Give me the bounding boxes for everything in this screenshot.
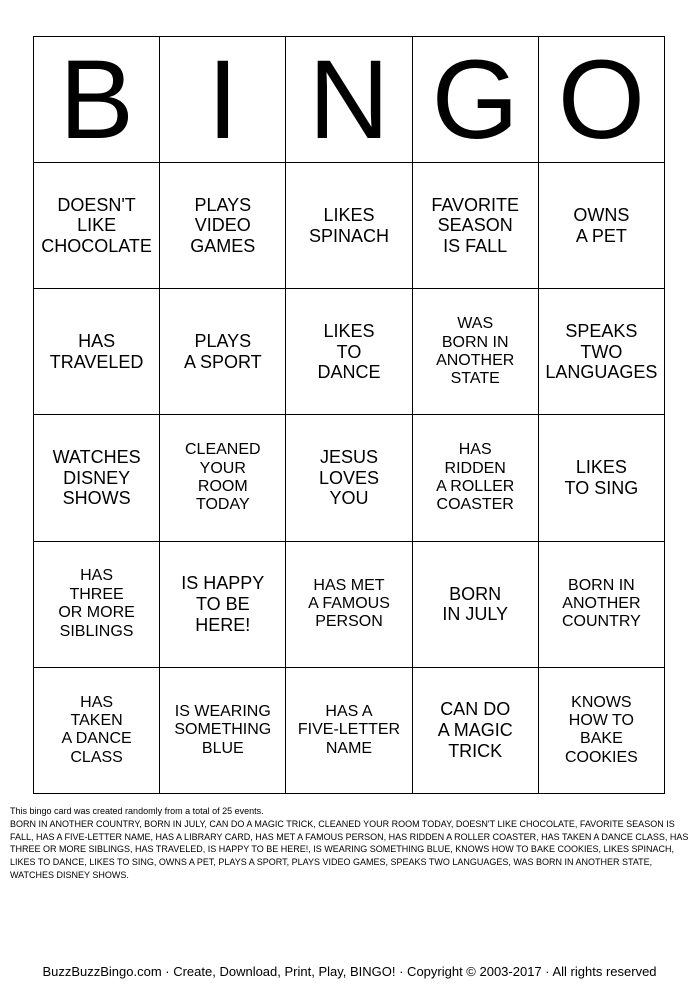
bingo-square-text: OWNS A PET xyxy=(573,205,630,246)
bingo-square-text: HAS RIDDEN A ROLLER COASTER xyxy=(436,441,515,514)
bingo-square xyxy=(539,415,665,541)
bingo-square xyxy=(34,163,160,289)
bingo-square-text: JESUS LOVES YOU xyxy=(318,447,379,509)
bingo-square-text: HAS THREE OR MORE SIBLINGS xyxy=(58,567,135,640)
bingo-square-text: WATCHES DISNEY SHOWS xyxy=(52,447,141,509)
header-letter: N xyxy=(308,37,390,162)
bingo-square xyxy=(34,289,160,415)
header-letter-o xyxy=(539,37,665,163)
bingo-square-text: LIKES TO SING xyxy=(564,457,639,499)
header-letter-i xyxy=(160,37,286,163)
bingo-square-text: DOESN'T LIKE CHOCOLATE xyxy=(41,194,152,257)
bingo-square xyxy=(413,289,539,415)
bingo-square xyxy=(286,542,412,668)
bingo-square-text: SPEAKS TWO LANGUAGES xyxy=(545,320,658,383)
header-letter-g xyxy=(413,37,539,163)
header-letter: G xyxy=(431,37,519,162)
card-footnote xyxy=(10,805,690,882)
bingo-square xyxy=(286,289,412,415)
bingo-square-text: HAS A FIVE-LETTER NAME xyxy=(297,702,401,757)
header-letter: I xyxy=(207,37,239,162)
bingo-square xyxy=(34,542,160,668)
bingo-square-text: IS HAPPY TO BE HERE! xyxy=(181,573,265,635)
bingo-square-text: PLAYS A SPORT xyxy=(183,331,262,372)
bingo-square-text: BORN IN ANOTHER COUNTRY xyxy=(561,576,641,631)
bingo-square-text: WAS BORN IN ANOTHER STATE xyxy=(436,315,515,388)
bingo-square xyxy=(539,289,665,415)
bingo-square-text: LIKES SPINACH xyxy=(308,205,389,246)
header-letter-b xyxy=(34,37,160,163)
header-letter: B xyxy=(59,37,134,162)
bingo-square xyxy=(160,415,286,541)
bingo-square-text: IS WEARING SOMETHING BLUE xyxy=(174,702,272,757)
bingo-square-text: FAVORITE SEASON IS FALL xyxy=(431,194,520,257)
bingo-square-text: HAS TRAVELED xyxy=(49,331,144,372)
bingo-square xyxy=(160,163,286,289)
bingo-square xyxy=(539,668,665,794)
bingo-square xyxy=(413,542,539,668)
bingo-square-text: HAS MET A FAMOUS PERSON xyxy=(308,576,390,631)
bingo-square xyxy=(413,415,539,541)
bingo-square xyxy=(539,542,665,668)
bingo-square xyxy=(539,163,665,289)
header-letter: O xyxy=(557,37,645,162)
bingo-square xyxy=(34,668,160,794)
footnote-intro: This bingo card was created randomly from a total of 25 events. xyxy=(10,806,264,816)
bingo-square xyxy=(413,668,539,794)
bingo-square xyxy=(413,163,539,289)
bingo-square-text: CAN DO A MAGIC TRICK xyxy=(437,699,513,761)
footnote-events: BORN IN ANOTHER COUNTRY, BORN IN JULY, CAN DO A MAGIC TRICK, CLEANED YOUR ROOM TODAY, DOESN'T LIKE CHOCOLATE, FAVORITE SEASON IS FALL, HAS A FIVE-LETTER NAME, HAS A LIBRARY CARD, HAS MET A FAMOUS PERSON, HAS RIDDEN A ROLLER COASTER, HAS TAKEN A DANCE CLASS, HAS THREE OR MORE SIBLINGS, HAS TRAVELED, IS HAPPY TO BE HERE!, IS WEARING SOMETHING BLUE, KNOWS HOW TO BAKE COOKIES, LIKES SPINACH, LIKES TO DANCE, LIKES TO SING, OWNS A PET, PLAYS A SPORT, PLAYS VIDEO GAMES, SPEAKS TWO LANGUAGES, WAS BORN IN ANOTHER STATE, WATCHES DISNEY SHOWS. xyxy=(10,818,689,880)
bingo-square xyxy=(160,668,286,794)
bingo-square xyxy=(160,542,286,668)
site-footer: BuzzBuzzBingo.com · Create, Download, Print, Play, BINGO! · Copyright © 2003-2017 · All rights reserved xyxy=(42,964,657,979)
bingo-square-text: BORN IN JULY xyxy=(442,583,509,625)
bingo-card xyxy=(33,36,665,794)
bingo-square xyxy=(286,415,412,541)
bingo-square-text: CLEANED YOUR ROOM TODAY xyxy=(185,441,261,514)
bingo-square xyxy=(34,415,160,541)
header-letter-n xyxy=(286,37,412,163)
bingo-square xyxy=(286,163,412,289)
bingo-square-text: HAS TAKEN A DANCE CLASS xyxy=(61,693,132,766)
bingo-square-text: PLAYS VIDEO GAMES xyxy=(190,194,256,257)
bingo-square xyxy=(286,668,412,794)
bingo-square-text: LIKES TO DANCE xyxy=(317,320,381,383)
bingo-square-text: KNOWS HOW TO BAKE COOKIES xyxy=(564,693,638,766)
bingo-square xyxy=(160,289,286,415)
